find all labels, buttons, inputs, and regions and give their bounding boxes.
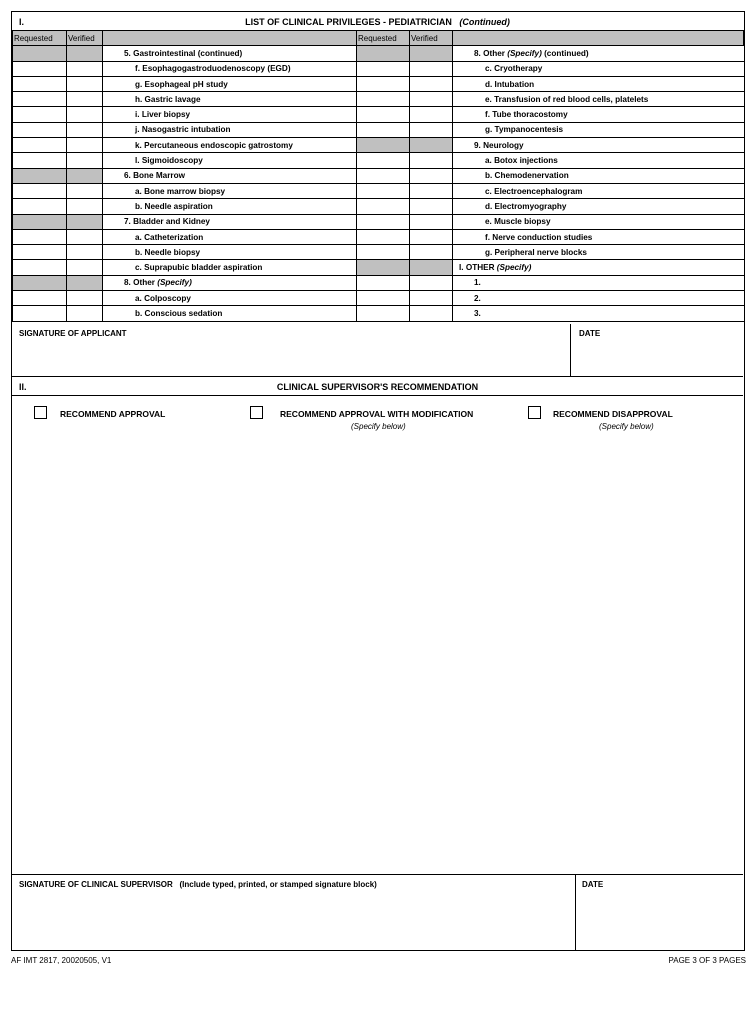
- applicant-date-label: DATE: [579, 329, 601, 338]
- section-2-number: II.: [19, 382, 27, 392]
- section-2-title: CLINICAL SUPERVISOR'S RECOMMENDATION: [276, 382, 479, 392]
- supervisor-signature-label: SIGNATURE OF CLINICAL SUPERVISOR (Include typed, printed, or stamped signature block): [19, 880, 377, 889]
- applicant-signature-label: SIGNATURE OF APPLICANT: [19, 329, 127, 338]
- modification-specify-note: (Specify below): [351, 422, 406, 431]
- verified-cell-left[interactable]: [67, 291, 103, 306]
- verified-cell-right[interactable]: [410, 122, 453, 137]
- requested-cell-right[interactable]: [357, 214, 410, 229]
- requested-cell-left[interactable]: [13, 61, 67, 76]
- privilege-label-left: b. Needle aspiration: [103, 199, 357, 214]
- recommend-approval-checkbox[interactable]: [34, 406, 47, 419]
- supervisor-date-label: DATE: [582, 880, 604, 889]
- verified-cell-left[interactable]: [67, 153, 103, 168]
- recommendation-remarks-area[interactable]: [12, 436, 743, 872]
- verified-cell-right[interactable]: [410, 306, 453, 321]
- verified-cell-right: [410, 260, 453, 275]
- recommend-disapproval-label: RECOMMEND DISAPPROVAL: [553, 409, 673, 419]
- requested-cell-right[interactable]: [357, 291, 410, 306]
- form-id: AF IMT 2817, 20020505, V1: [11, 956, 112, 965]
- privilege-label-right: f. Tube thoracostomy: [453, 107, 744, 122]
- privilege-label-right: 2.: [453, 291, 744, 306]
- privilege-label-right: 9. Neurology: [453, 138, 744, 153]
- requested-cell-right[interactable]: [357, 153, 410, 168]
- verified-cell-left[interactable]: [67, 245, 103, 260]
- disapproval-specify-note: (Specify below): [599, 422, 654, 431]
- table-row: [13, 214, 744, 229]
- privilege-label-left: c. Suprapubic bladder aspiration: [103, 260, 357, 275]
- privilege-label-right: e. Transfusion of red blood cells, platelets: [453, 92, 744, 107]
- privilege-label-right: c. Cryotherapy: [453, 61, 744, 76]
- recommend-approval-label: RECOMMEND APPROVAL: [60, 409, 166, 419]
- table-row: [13, 122, 744, 137]
- requested-cell-left: [13, 46, 67, 61]
- requested-cell-right[interactable]: [357, 229, 410, 244]
- section-1-number: I.: [19, 17, 25, 27]
- section-1-title-suffix: (Continued): [459, 17, 510, 27]
- requested-cell-right[interactable]: [357, 306, 410, 321]
- requested-cell-right[interactable]: [357, 183, 410, 198]
- requested-cell-left[interactable]: [13, 183, 67, 198]
- requested-cell-right[interactable]: [357, 199, 410, 214]
- table-row: [13, 76, 744, 91]
- requested-cell-right[interactable]: [357, 76, 410, 91]
- table-header-row: [13, 31, 744, 46]
- verified-cell-right[interactable]: [410, 275, 453, 290]
- privilege-label-left: a. Catheterization: [103, 229, 357, 244]
- table-row: [13, 107, 744, 122]
- privilege-label-left: f. Esophagogastroduodenoscopy (EGD): [103, 61, 357, 76]
- section-1-title: LIST OF CLINICAL PRIVILEGES - PEDIATRICIAN: [245, 17, 452, 27]
- supervisor-signature-note: (Include typed, printed, or stamped signature block): [179, 880, 377, 889]
- verified-cell-left[interactable]: [67, 138, 103, 153]
- verified-cell-right: [410, 138, 453, 153]
- privilege-label-right: b. Chemodenervation: [453, 168, 744, 183]
- col-requested-left: Requested: [13, 31, 67, 46]
- requested-cell-left[interactable]: [13, 122, 67, 137]
- privilege-label-right: 1.: [453, 275, 744, 290]
- privilege-label-right: d. Intubation: [453, 76, 744, 91]
- verified-cell-left[interactable]: [67, 306, 103, 321]
- section-2-header: [12, 377, 743, 396]
- verified-cell-left[interactable]: [67, 92, 103, 107]
- verified-cell-left: [67, 214, 103, 229]
- table-row: [13, 306, 744, 321]
- requested-cell-left[interactable]: [13, 92, 67, 107]
- verified-cell-right[interactable]: [410, 183, 453, 198]
- verified-cell-left: [67, 46, 103, 61]
- requested-cell-left[interactable]: [13, 107, 67, 122]
- verified-cell-right[interactable]: [410, 153, 453, 168]
- privilege-label-right: d. Electromyography: [453, 199, 744, 214]
- requested-cell-left: [13, 275, 67, 290]
- col-verified-right: Verified: [410, 31, 453, 46]
- requested-cell-left[interactable]: [13, 138, 67, 153]
- requested-cell-left: [13, 214, 67, 229]
- verified-cell-right[interactable]: [410, 214, 453, 229]
- privilege-label-right: g. Peripheral nerve blocks: [453, 245, 744, 260]
- requested-cell-right[interactable]: [357, 122, 410, 137]
- verified-cell-right[interactable]: [410, 107, 453, 122]
- verified-cell-right[interactable]: [410, 61, 453, 76]
- verified-cell-right: [410, 46, 453, 61]
- privilege-label-right: e. Muscle biopsy: [453, 214, 744, 229]
- privilege-label-right: f. Nerve conduction studies: [453, 229, 744, 244]
- verified-cell-right[interactable]: [410, 76, 453, 91]
- privilege-label-right: g. Tympanocentesis: [453, 122, 744, 137]
- requested-cell-right[interactable]: [357, 92, 410, 107]
- requested-cell-left[interactable]: [13, 199, 67, 214]
- verified-cell-right[interactable]: [410, 199, 453, 214]
- verified-cell-left: [67, 275, 103, 290]
- requested-cell-right[interactable]: [357, 61, 410, 76]
- col-verified-left: Verified: [67, 31, 103, 46]
- privilege-label-left: k. Percutaneous endoscopic gatrostomy: [103, 138, 357, 153]
- requested-cell-left[interactable]: [13, 260, 67, 275]
- applicant-date-field[interactable]: [572, 340, 742, 374]
- table-row: [13, 61, 744, 76]
- requested-cell-left[interactable]: [13, 291, 67, 306]
- verified-cell-right[interactable]: [410, 245, 453, 260]
- privilege-label-left: a. Colposcopy: [103, 291, 357, 306]
- verified-cell-left[interactable]: [67, 183, 103, 198]
- privilege-label-left: 6. Bone Marrow: [103, 168, 357, 183]
- privilege-label-left: i. Liver biopsy: [103, 107, 357, 122]
- page-number: PAGE 3 OF 3 PAGES: [668, 956, 746, 965]
- verified-cell-right[interactable]: [410, 168, 453, 183]
- requested-cell-right[interactable]: [357, 168, 410, 183]
- table-row: [13, 229, 744, 244]
- requested-cell-left: [13, 168, 67, 183]
- requested-cell-right: [357, 46, 410, 61]
- section-1-header: [12, 12, 743, 31]
- table-row: [13, 275, 744, 290]
- verified-cell-right[interactable]: [410, 229, 453, 244]
- requested-cell-right[interactable]: [357, 245, 410, 260]
- privilege-label-left: b. Conscious sedation: [103, 306, 357, 321]
- verified-cell-left[interactable]: [67, 229, 103, 244]
- verified-cell-left: [67, 168, 103, 183]
- supervisor-date-field[interactable]: [578, 892, 742, 948]
- recommend-disapproval-checkbox[interactable]: [528, 406, 541, 419]
- privilege-label-right: c. Electroencephalogram: [453, 183, 744, 198]
- requested-cell-left[interactable]: [13, 76, 67, 91]
- applicant-signature-row: [12, 324, 743, 377]
- col-requested-right: Requested: [357, 31, 410, 46]
- table-row: [13, 92, 744, 107]
- privileges-table: [12, 30, 744, 322]
- privilege-label-left: 5. Gastrointestinal (continued): [103, 46, 357, 61]
- requested-cell-right: [357, 260, 410, 275]
- requested-cell-left[interactable]: [13, 229, 67, 244]
- verified-cell-left[interactable]: [67, 122, 103, 137]
- privilege-label-right: I. OTHER (Specify): [453, 260, 744, 275]
- privilege-label-left: h. Gastric lavage: [103, 92, 357, 107]
- privilege-label-right: 8. Other (Specify) (continued): [453, 46, 744, 61]
- privilege-label-left: g. Esophageal pH study: [103, 76, 357, 91]
- privilege-label-right: a. Botox injections: [453, 153, 744, 168]
- requested-cell-right: [357, 138, 410, 153]
- recommend-modification-label: RECOMMEND APPROVAL WITH MODIFICATION: [280, 409, 474, 419]
- privilege-label-left: a. Bone marrow biopsy: [103, 183, 357, 198]
- table-row: [13, 183, 744, 198]
- table-row: [13, 46, 744, 61]
- privilege-label-left: 7. Bladder and Kidney: [103, 214, 357, 229]
- requested-cell-left[interactable]: [13, 306, 67, 321]
- table-row: [13, 291, 744, 306]
- requested-cell-left[interactable]: [13, 153, 67, 168]
- table-row: [13, 168, 744, 183]
- table-row: [13, 199, 744, 214]
- privilege-label-left: 8. Other (Specify): [103, 275, 357, 290]
- verified-cell-right[interactable]: [410, 291, 453, 306]
- table-row: [13, 260, 744, 275]
- table-row: [13, 245, 744, 260]
- verified-cell-left[interactable]: [67, 107, 103, 122]
- table-row: [13, 153, 744, 168]
- verified-cell-left[interactable]: [67, 260, 103, 275]
- verified-cell-left[interactable]: [67, 61, 103, 76]
- supervisor-signature-field[interactable]: [12, 892, 572, 948]
- requested-cell-right[interactable]: [357, 275, 410, 290]
- verified-cell-right[interactable]: [410, 92, 453, 107]
- privilege-label-left: b. Needle biopsy: [103, 245, 357, 260]
- privilege-label-left: j. Nasogastric intubation: [103, 122, 357, 137]
- recommend-modification-checkbox[interactable]: [250, 406, 263, 419]
- privilege-label-left: l. Sigmoidoscopy: [103, 153, 357, 168]
- verified-cell-left[interactable]: [67, 199, 103, 214]
- requested-cell-right[interactable]: [357, 107, 410, 122]
- requested-cell-left[interactable]: [13, 245, 67, 260]
- privileges-form: [11, 11, 745, 951]
- verified-cell-left[interactable]: [67, 76, 103, 91]
- table-row: [13, 138, 744, 153]
- privilege-label-right: 3.: [453, 306, 744, 321]
- applicant-signature-field[interactable]: [12, 340, 568, 374]
